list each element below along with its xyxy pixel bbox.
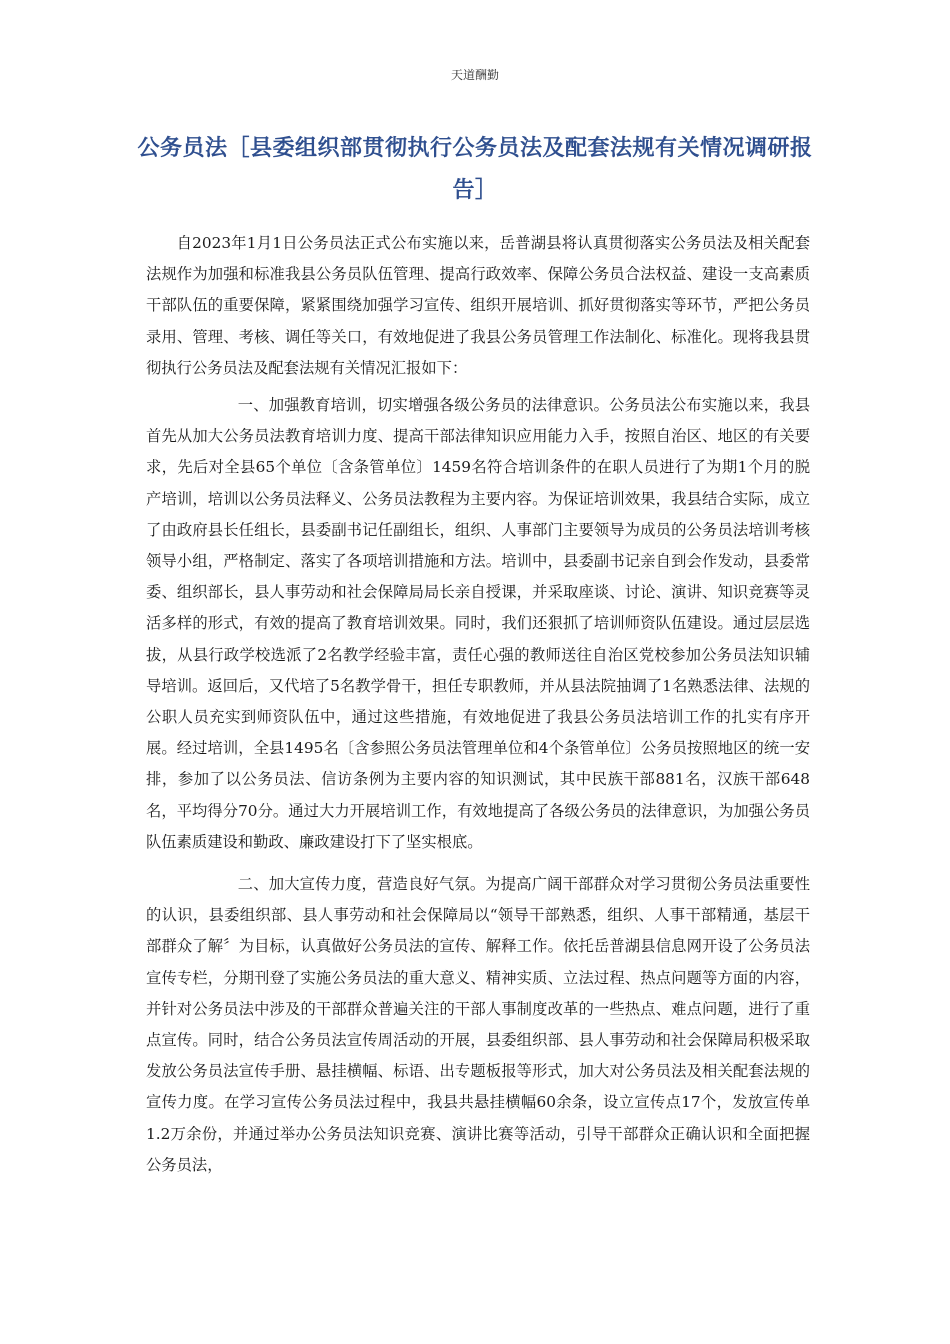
page-header: 天道酬勤 xyxy=(450,68,499,82)
section-one-paragraph: 一、加强教育培训，切实增强各级公务员的法律意识。公务员法公布实施以来，我县首先从加大公务员法教育培训力度、提高干部法律知识应用能力入手，按照自治区、地区的有关要求，先后对全县65个单位〔含条管单位〕1459名符合培训条件的在职人员进行了为期1个月的脱产培训，培训以公务员法释义、公务员法教程为主要内容。为保证培训效果，我县结合实际，成立了由政府县长任组长，县委副书记任副组长，组织、人事部门主要领导为成员的公务员法培训考核领导小组，严格制定、落实了各项培训措施和方法。培训中，县委副书记亲自到会作发动，县委常委、组织部长，县人事劳动和社会保障局局长亲自授课，并采取座谈、讨论、演讲、知识竞赛等灵活多样的形式，有效的提高了教育培训效果。同时，我们还狠抓了培训师资队伍建设。通过层层选拔，从县行政学校选派了2名教学经验丰富，责任心强的教师送往自治区党校参加公务员法知识辅导培训。返回后，又代培了5名教学骨干，担任专职教师，并从县法院抽调了1名熟悉法律、法规的公职人员充实到师资队伍中，通过这些措施，有效地促进了我县公务员法培训工作的扎实有序开展。经过培训，全县1495名〔含参照公务员法管理单位和4个条管单位〕公务员按照地区的统一安排，参加了以公务员法、信访条例为主要内容的知识测试，其中民族干部881名，汉族干部648名，平均得分70分。通过大力开展培训工作，有效地提高了各级公务员的法律意识，为加强公务员队伍素质建设和勤政、廉政建设打下了坚实根底。 xyxy=(146,396,810,851)
intro-paragraph: 自2023年1月1日公务员法正式公布实施以来，岳普湖县将认真贯彻落实公务员法及相关配套法规作为加强和标准我县公务员队伍管理、提高行政效率、保障公务员合法权益、建设一支高素质干部队伍的重要保障，紧紧围绕加强学习宣传、组织开展培训、抓好贯彻落实等环节，严把公务员录用、管理、考核、调任等关口，有效地促进了我县公务员管理工作法制化、标准化。现将我县贯彻执行公务员法及配套法规有关情况汇报如下： xyxy=(146,234,810,377)
document-body xyxy=(146,228,810,1181)
document-title: 公务员法［县委组织部贯彻执行公务员法及配套法规有关情况调研报告］ xyxy=(137,136,813,203)
section-two-paragraph: 二、加大宣传力度，营造良好气氛。为提高广阔干部群众对学习贯彻公务员法重要性的认识，县委组织部、县人事劳动和社会保障局以“领导干部熟悉，组织、人事干部精通，基层干部群众了解〞为目标，认真做好公务员法的宣传、解释工作。依托岳普湖县信息网开设了公务员法宣传专栏，分期刊登了实施公务员法的重大意义、精神实质、立法过程、热点问题等方面的内容，并针对公务员法中涉及的干部群众普遍关注的干部人事制度改革的一些热点、难点问题，进行了重点宣传。同时，结合公务员法宣传周活动的开展，县委组织部、县人事劳动和社会保障局积极采取发放公务员法宣传手册、悬挂横幅、标语、出专题板报等形式，加大对公务员法及相关配套法规的宣传力度。在学习宣传公务员法过程中，我县共悬挂横幅60余条，设立宣传点17个，发放宣传单1.2万余份，并通过举办公务员法知识竞赛、演讲比赛等活动，引导干部群众正确认识和全面把握公务员法， xyxy=(146,875,810,1174)
